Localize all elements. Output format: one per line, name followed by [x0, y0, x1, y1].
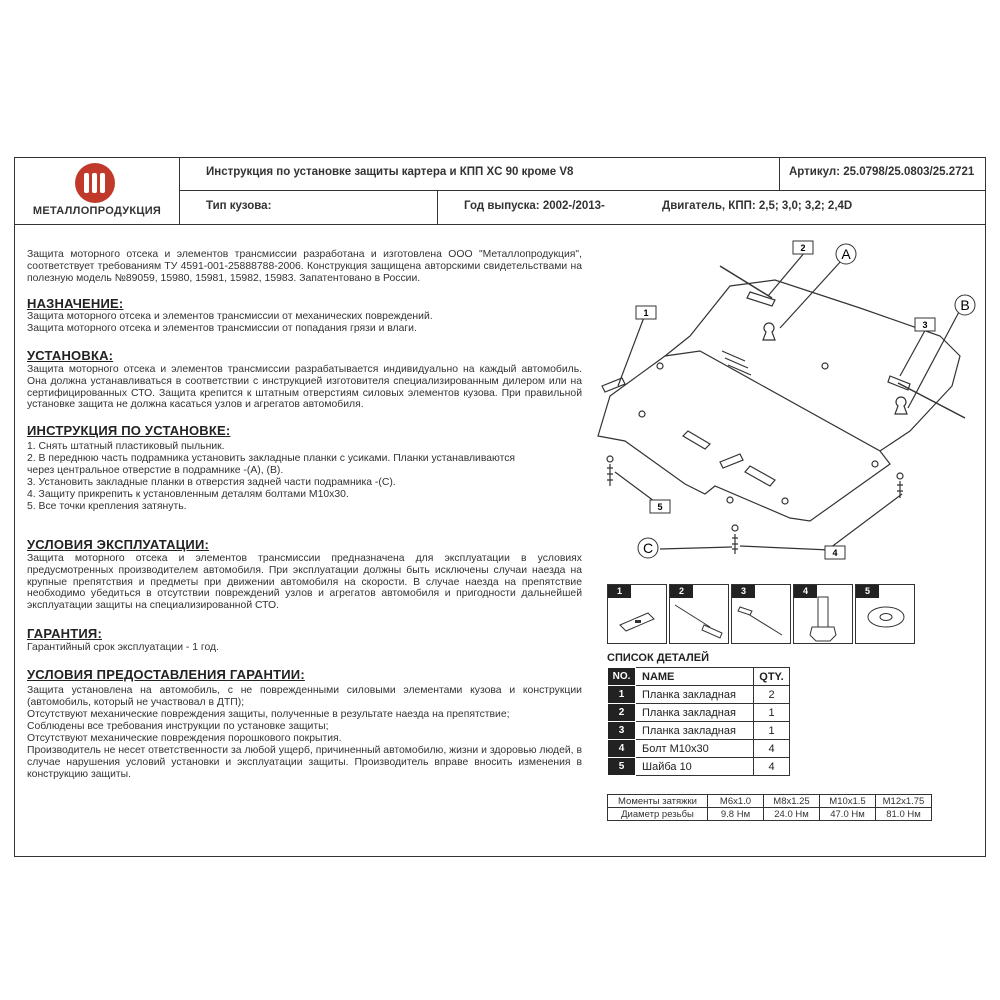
thread-size: M6x1.0 [708, 795, 764, 808]
instruction-step-3: 3. Установить закладные планки в отверстия задней части подрамника -(C). [27, 477, 396, 488]
brand-name: МЕТАЛЛОПРОДУКЦИЯ [32, 205, 162, 217]
table-row [608, 722, 790, 740]
logo-block [14, 157, 180, 225]
section-title-warranty: ГАРАНТИЯ: [27, 626, 103, 641]
mount-plank-1 [602, 378, 625, 392]
instruction-step-5: 5. Все точки крепления затянуть. [27, 501, 187, 512]
parts-images [607, 584, 977, 644]
point-b [955, 295, 975, 315]
row-no: 4 [608, 740, 636, 758]
part-image-3 [731, 584, 791, 644]
instruction-step-4: 4. Защиту прикрепить к установленным деталям болтами M10x30. [27, 489, 349, 500]
engine-info: Двигатель, КПП: 2,5; 3,0; 3,2; 2,4D [638, 191, 986, 225]
thread-size: M8x1.25 [764, 795, 820, 808]
row-name: Планка закладная [636, 722, 754, 740]
callout-2-label: 2 [800, 243, 806, 253]
part-image-3-number: 3 [732, 585, 755, 598]
callout-2 [793, 241, 813, 254]
intro-text: Защита моторного отсека и элементов трансмиссии разработана и изготовлена ООО "Металлопродукция", соответствует требованиям ТУ 4591-001-25888788-2006. Конструкция защищена авторскими свидетельствами на полезную модель №89059, 15980, 15981, 15982, 15983. Запатентовано в России. [27, 249, 582, 284]
thread-size: M10x1.5 [820, 795, 876, 808]
torque-threads-row [608, 795, 932, 808]
warranty-terms-line-1: (автомобиль, который не участвовал в ДТП); [27, 697, 245, 708]
row-no: 5 [608, 758, 636, 776]
part-image-2-number: 2 [670, 585, 693, 598]
callout-1 [636, 306, 656, 319]
part-image-1 [607, 584, 667, 644]
installation-diagram [580, 236, 980, 576]
torque-value: 81.0 Нм [876, 808, 932, 821]
table-row [608, 704, 790, 722]
warranty-text: Гарантийный срок эксплуатации - 1 год. [27, 642, 219, 653]
callout-1-label: 1 [643, 308, 649, 318]
callout-4 [825, 546, 845, 559]
document-title: Инструкция по установке защиты картера и КПП XC 90 кроме V8 [180, 157, 780, 191]
operation-text: Защита моторного отсека и элементов трансмиссии предназначена для эксплуатации в условиях предусмотренных производителем автомобиля. При эксплуатации должны быть исключены случаи наезда на крупные препятствия и предметы при движении автомобиля на скорости. В случае наезда на препятствие необходимо убедиться в отсутствии повреждений узлов и агрегатов автомобиля и пригодности дальнейшей эксплуатации защиты на специализированной СТО. [27, 553, 582, 612]
instruction-step-2: 2. В переднюю часть подрамника установить закладные планки с усиками. Планки устанавливаются [27, 453, 516, 464]
body-type: Тип кузова: [180, 191, 438, 225]
row-no: 3 [608, 722, 636, 740]
section-title-instructions: ИНСТРУКЦИЯ ПО УСТАНОВКЕ: [27, 423, 231, 438]
row-no: 2 [608, 704, 636, 722]
torque-value: 47.0 Нм [820, 808, 876, 821]
callout-3-label: 3 [922, 320, 928, 330]
table-row [608, 686, 790, 704]
part-image-5-number: 5 [856, 585, 879, 598]
row-no: 1 [608, 686, 636, 704]
instruction-step-1: 1. Снять штатный пластиковый пыльник. [27, 441, 225, 452]
point-c-label: C [642, 540, 654, 556]
row-name: Болт M10x30 [636, 740, 754, 758]
point-a [836, 244, 856, 264]
plate-front-outline [598, 351, 890, 521]
row-qty: 4 [754, 758, 790, 776]
torque-table [607, 794, 932, 821]
purpose-line-1: Защита моторного отсека и элементов трансмиссии от механических повреждений. [27, 311, 433, 322]
row-name: Шайба 10 [636, 758, 754, 776]
part-image-4-number: 4 [794, 585, 817, 598]
row-name: Планка закладная [636, 686, 754, 704]
thread-size: M12x1.75 [876, 795, 932, 808]
col-name: NAME [636, 668, 754, 686]
mount-plank-2 [747, 292, 775, 306]
parts-table-header [608, 668, 790, 686]
part-image-4 [793, 584, 853, 644]
warranty-terms-p1: Защита установлена на автомобиль, с не поврежденными силовыми элементами кузова и конструкции [27, 685, 582, 696]
callout-5-label: 5 [657, 502, 663, 512]
part-image-5 [855, 584, 915, 644]
row-qty: 1 [754, 722, 790, 740]
table-row [608, 758, 790, 776]
header [14, 157, 986, 225]
callout-4-label: 4 [832, 548, 838, 558]
torque-values-row [608, 808, 932, 821]
section-title-purpose: НАЗНАЧЕНИЕ: [27, 296, 124, 311]
section-title-install: УСТАНОВКА: [27, 348, 114, 363]
warranty-terms-p2: Производитель не несет ответственности за любой ущерб, причиненный автомобилю, жизни и здоровью людей, в случае нарушения условий установки и эксплуатации защиты. Производитель вправе вносить изменения в конструкцию защиты. [27, 745, 582, 780]
point-a-label: A [841, 246, 851, 262]
point-c [638, 538, 658, 558]
warranty-terms-line-3: Соблюдены все требования инструкции по установке защиты; [27, 721, 329, 732]
section-title-operation: УСЛОВИЯ ЭКСПЛУАТАЦИИ: [27, 537, 210, 552]
install-text: Защита моторного отсека и элементов трансмиссии разрабатывается индивидуально на каждый автомобиль. Она должна устанавливаться в соответствии с инструкцией изготовителя специализированным дилером или на сертифицированных СТО. Защита крепится к штатным отверстиям силовых элементов кузова. При правильной установке защита не должна касаться узлов и агрегатов автомобиля. [27, 364, 582, 411]
table-row [608, 740, 790, 758]
col-qty: QTY. [754, 668, 790, 686]
callout-5 [650, 500, 670, 513]
parts-list-title: СПИСОК ДЕТАЛЕЙ [607, 652, 709, 664]
purpose-line-2: Защита моторного отсека и элементов трансмиссии от попадания грязи и влаги. [27, 323, 417, 334]
article-number: Артикул: 25.0798/25.0803/25.2721 [780, 157, 986, 191]
torque-label: Моменты затяжки [608, 795, 708, 808]
company-logo [75, 163, 115, 203]
col-no: NO. [608, 668, 636, 686]
callout-3 [915, 318, 935, 331]
row-qty: 1 [754, 704, 790, 722]
warranty-terms-line-2: Отсутствуют механические повреждения защиты, полученные в результате наезда на препятствие; [27, 709, 510, 720]
parts-table [607, 667, 790, 776]
part-image-1-number: 1 [608, 585, 631, 598]
diameter-label: Диаметр резьбы [608, 808, 708, 821]
instruction-step-2b: через центральное отверстие в подрамнике -(A), (B). [27, 465, 284, 476]
torque-value: 9.8 Нм [708, 808, 764, 821]
section-title-warranty-terms: УСЛОВИЯ ПРЕДОСТАВЛЕНИЯ ГАРАНТИИ: [27, 667, 305, 682]
warranty-terms-line-4: Отсутствуют механические повреждения порошкового покрытия. [27, 733, 342, 744]
row-qty: 4 [754, 740, 790, 758]
point-b-label: B [960, 297, 970, 313]
row-name: Планка закладная [636, 704, 754, 722]
production-years: Год выпуска: 2002-/2013- [438, 191, 638, 225]
part-image-2 [669, 584, 729, 644]
row-qty: 2 [754, 686, 790, 704]
torque-value: 24.0 Нм [764, 808, 820, 821]
